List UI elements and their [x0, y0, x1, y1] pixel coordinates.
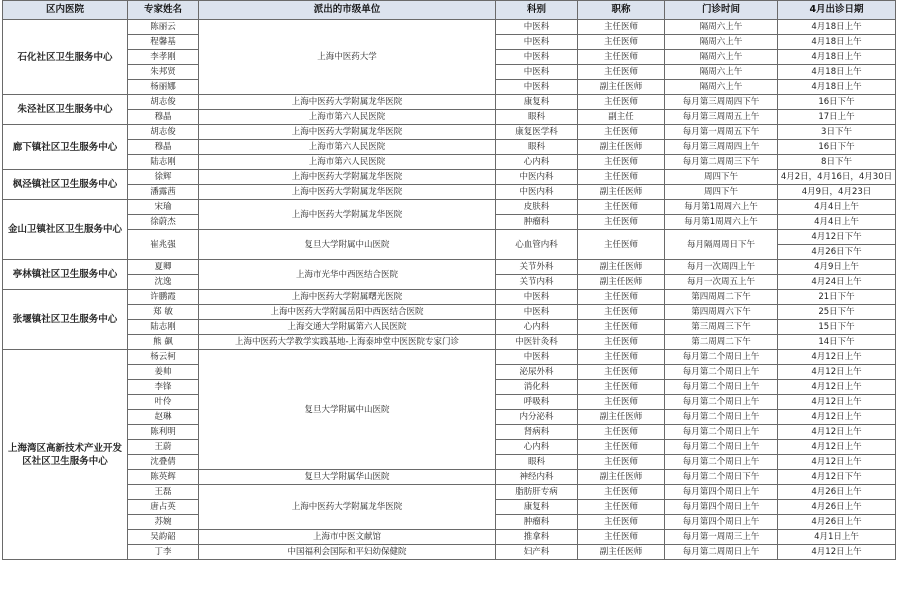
expert-cell: 陆志刚 [128, 320, 199, 335]
expert-cell: 夏卿 [128, 260, 199, 275]
time-cell: 隔周六上午 [665, 50, 778, 65]
date-cell: 17日上午 [778, 110, 896, 125]
department-cell: 中医针灸科 [496, 335, 578, 350]
time-cell: 每月第二个周日上午 [665, 425, 778, 440]
department-cell: 泌尿外科 [496, 365, 578, 380]
department-cell: 神经内科 [496, 470, 578, 485]
date-cell: 15日下午 [778, 320, 896, 335]
title-cell: 主任医师 [578, 65, 665, 80]
title-cell: 主任医师 [578, 485, 665, 500]
header-title: 职称 [578, 1, 665, 20]
department-cell: 中医科 [496, 65, 578, 80]
header-expert-name: 专家姓名 [128, 1, 199, 20]
date-cell: 16日下午 [778, 140, 896, 155]
department-cell: 中医科 [496, 290, 578, 305]
department-cell: 推拿科 [496, 530, 578, 545]
department-cell: 康复科 [496, 500, 578, 515]
expert-cell: 吴韵韶 [128, 530, 199, 545]
date-cell: 4月12日上午 [778, 350, 896, 365]
expert-cell: 陈利明 [128, 425, 199, 440]
expert-cell: 胡志俊 [128, 95, 199, 110]
expert-cell: 徐蔚杰 [128, 215, 199, 230]
hospital-cell: 廊下镇社区卫生服务中心 [3, 125, 128, 170]
title-cell: 主任医师 [578, 155, 665, 170]
date-cell: 4月18日上午 [778, 35, 896, 50]
department-cell: 中医科 [496, 80, 578, 95]
expert-cell: 胡志俊 [128, 125, 199, 140]
unit-cell: 上海中医药大学附属龙华医院 [199, 95, 496, 110]
department-cell: 中医科 [496, 35, 578, 50]
unit-cell: 上海中医药大学附属龙华医院 [199, 170, 496, 185]
title-cell: 主任医师 [578, 335, 665, 350]
expert-cell: 郑 敏 [128, 305, 199, 320]
header-april-date: 4月出诊日期 [778, 1, 896, 20]
date-cell: 4月9日，4月23日 [778, 185, 896, 200]
hospital-cell: 张堰镇社区卫生服务中心 [3, 290, 128, 350]
table-row [3, 170, 896, 185]
date-cell: 4月12日下午 [778, 230, 896, 245]
department-cell: 心内科 [496, 320, 578, 335]
department-cell: 妇产科 [496, 545, 578, 560]
title-cell: 副主任医师 [578, 185, 665, 200]
department-cell: 眼科 [496, 455, 578, 470]
department-cell: 康复科 [496, 95, 578, 110]
title-cell: 主任医师 [578, 380, 665, 395]
title-cell: 主任医师 [578, 215, 665, 230]
department-cell: 中医科 [496, 50, 578, 65]
time-cell: 每月第二周周日上午 [665, 545, 778, 560]
hospital-cell: 亭林镇社区卫生服务中心 [3, 260, 128, 290]
department-cell: 脂肪肝专病 [496, 485, 578, 500]
time-cell: 每月一次周五上午 [665, 275, 778, 290]
expert-cell: 陈丽云 [128, 20, 199, 35]
date-cell: 4月12日上午 [778, 545, 896, 560]
department-cell: 呼吸科 [496, 395, 578, 410]
title-cell: 主任医师 [578, 320, 665, 335]
table-row [3, 110, 896, 125]
department-cell: 肿瘤科 [496, 515, 578, 530]
unit-cell: 上海市中医文献馆 [199, 530, 496, 545]
table-row [3, 125, 896, 140]
time-cell: 每月第二个周日下午 [665, 470, 778, 485]
unit-cell: 复旦大学附属华山医院 [199, 470, 496, 485]
time-cell: 每月第二个周日上午 [665, 350, 778, 365]
table-row [3, 185, 896, 200]
date-cell: 4月26日上午 [778, 485, 896, 500]
time-cell: 第四周周二下午 [665, 290, 778, 305]
title-cell: 主任医师 [578, 290, 665, 305]
time-cell: 每月一次周四上午 [665, 260, 778, 275]
date-cell: 21日下午 [778, 290, 896, 305]
header-department: 科别 [496, 1, 578, 20]
table-row [3, 350, 896, 365]
department-cell: 中医内科 [496, 185, 578, 200]
date-cell: 14日下午 [778, 335, 896, 350]
table-row [3, 305, 896, 320]
expert-cell: 崔兆强 [128, 230, 199, 260]
table-row [3, 545, 896, 560]
time-cell: 每月第二个周日上午 [665, 380, 778, 395]
expert-cell: 陆志刚 [128, 155, 199, 170]
date-cell: 4月4日上午 [778, 200, 896, 215]
expert-cell: 赵琳 [128, 410, 199, 425]
title-cell: 副主任医师 [578, 140, 665, 155]
expert-cell: 穆晶 [128, 110, 199, 125]
time-cell: 每月第三周周四上午 [665, 140, 778, 155]
time-cell: 每月第1周周六上午 [665, 215, 778, 230]
table-row [3, 95, 896, 110]
hospital-cell: 上海湾区高新技术产业开发区社区卫生服务中心 [3, 350, 128, 560]
date-cell: 8日下午 [778, 155, 896, 170]
unit-cell: 上海市第六人民医院 [199, 155, 496, 170]
header-row [3, 1, 896, 20]
time-cell: 第四周周六下午 [665, 305, 778, 320]
date-cell: 4月12日上午 [778, 425, 896, 440]
table-row [3, 470, 896, 485]
time-cell: 每月第四个周日上午 [665, 515, 778, 530]
time-cell: 每月第二周周三下午 [665, 155, 778, 170]
time-cell: 每月第二个周日上午 [665, 440, 778, 455]
time-cell: 每月隔周周日下午 [665, 230, 778, 260]
title-cell: 主任医师 [578, 170, 665, 185]
date-cell: 4月18日上午 [778, 65, 896, 80]
title-cell: 主任医师 [578, 50, 665, 65]
unit-cell: 上海中医药大学附属龙华医院 [199, 485, 496, 530]
time-cell: 每月第二个周日上午 [665, 410, 778, 425]
department-cell: 中医科 [496, 20, 578, 35]
hospital-cell: 朱泾社区卫生服务中心 [3, 95, 128, 125]
department-cell: 中医内科 [496, 170, 578, 185]
expert-cell: 杨丽娜 [128, 80, 199, 95]
date-cell: 4月12日下午 [778, 470, 896, 485]
time-cell: 每月第三周周四下午 [665, 95, 778, 110]
title-cell: 主任医师 [578, 200, 665, 215]
schedule-table [2, 0, 896, 560]
table-row [3, 320, 896, 335]
expert-cell: 徐辉 [128, 170, 199, 185]
hospital-cell: 金山卫镇社区卫生服务中心 [3, 200, 128, 260]
title-cell: 主任医师 [578, 125, 665, 140]
table-row [3, 200, 896, 215]
unit-cell: 复旦大学附属中山医院 [199, 230, 496, 260]
department-cell: 消化科 [496, 380, 578, 395]
expert-cell: 王蔚 [128, 440, 199, 455]
header-clinic-time: 门诊时间 [665, 1, 778, 20]
expert-cell: 朱邦贤 [128, 65, 199, 80]
expert-cell: 许鹏霞 [128, 290, 199, 305]
title-cell: 副主任 [578, 110, 665, 125]
expert-cell: 王磊 [128, 485, 199, 500]
time-cell: 隔周六上午 [665, 65, 778, 80]
date-cell: 4月9日上午 [778, 260, 896, 275]
title-cell: 主任医师 [578, 530, 665, 545]
date-cell: 4月4日上午 [778, 215, 896, 230]
time-cell: 周四下午 [665, 170, 778, 185]
title-cell: 主任医师 [578, 35, 665, 50]
unit-cell: 上海中医药大学教学实践基地-上海泰坤堂中医医院专家门诊 [199, 335, 496, 350]
title-cell: 主任医师 [578, 515, 665, 530]
table-row [3, 335, 896, 350]
header-hospital: 区内医院 [3, 1, 128, 20]
time-cell: 第二周周二下午 [665, 335, 778, 350]
department-cell: 眼科 [496, 140, 578, 155]
department-cell: 关节内科 [496, 275, 578, 290]
expert-cell: 杨云柯 [128, 350, 199, 365]
expert-cell: 姜帅 [128, 365, 199, 380]
header-unit: 派出的市级单位 [199, 1, 496, 20]
date-cell: 4月18日上午 [778, 80, 896, 95]
department-cell: 心内科 [496, 440, 578, 455]
title-cell: 主任医师 [578, 305, 665, 320]
title-cell: 副主任医师 [578, 545, 665, 560]
time-cell: 每月第二个周日上午 [665, 395, 778, 410]
expert-cell: 熊 飙 [128, 335, 199, 350]
department-cell: 皮肤科 [496, 200, 578, 215]
date-cell: 4月26日下午 [778, 245, 896, 260]
unit-cell: 中国福利会国际和平妇幼保健院 [199, 545, 496, 560]
time-cell: 每月第1周周六上午 [665, 200, 778, 215]
date-cell: 4月12日上午 [778, 455, 896, 470]
expert-cell: 沈叠倩 [128, 455, 199, 470]
title-cell: 主任医师 [578, 500, 665, 515]
title-cell: 副主任医师 [578, 470, 665, 485]
date-cell: 4月18日上午 [778, 50, 896, 65]
expert-cell: 陈英辉 [128, 470, 199, 485]
time-cell: 隔周六上午 [665, 80, 778, 95]
title-cell: 主任医师 [578, 365, 665, 380]
expert-cell: 程馨基 [128, 35, 199, 50]
time-cell: 每月第四个周日上午 [665, 485, 778, 500]
date-cell: 4月18日上午 [778, 20, 896, 35]
unit-cell: 上海中医药大学附属龙华医院 [199, 125, 496, 140]
title-cell: 副主任医师 [578, 260, 665, 275]
department-cell: 康复医学科 [496, 125, 578, 140]
expert-cell: 沈逸 [128, 275, 199, 290]
title-cell: 主任医师 [578, 440, 665, 455]
unit-cell: 复旦大学附属中山医院 [199, 350, 496, 470]
time-cell: 隔周六上午 [665, 20, 778, 35]
expert-cell: 丁李 [128, 545, 199, 560]
time-cell: 每月第四个周日上午 [665, 500, 778, 515]
time-cell: 每月第一周周五下午 [665, 125, 778, 140]
department-cell: 关节外科 [496, 260, 578, 275]
table-row [3, 485, 896, 500]
unit-cell: 上海市第六人民医院 [199, 140, 496, 155]
department-cell: 中医科 [496, 305, 578, 320]
date-cell: 4月12日上午 [778, 440, 896, 455]
title-cell: 副主任医师 [578, 80, 665, 95]
table-row [3, 290, 896, 305]
title-cell: 主任医师 [578, 395, 665, 410]
expert-cell: 宋瑜 [128, 200, 199, 215]
title-cell: 主任医师 [578, 95, 665, 110]
unit-cell: 上海中医药大学 [199, 20, 496, 95]
expert-cell: 潘露茜 [128, 185, 199, 200]
title-cell: 主任医师 [578, 350, 665, 365]
time-cell: 每月第二个周日上午 [665, 455, 778, 470]
title-cell: 副主任医师 [578, 275, 665, 290]
date-cell: 4月12日上午 [778, 365, 896, 380]
department-cell: 心内科 [496, 155, 578, 170]
title-cell: 副主任医师 [578, 410, 665, 425]
hospital-cell: 枫泾镇社区卫生服务中心 [3, 170, 128, 200]
date-cell: 16日下午 [778, 95, 896, 110]
table-row [3, 155, 896, 170]
department-cell: 肿瘤科 [496, 215, 578, 230]
expert-cell: 李锋 [128, 380, 199, 395]
expert-cell: 穆晶 [128, 140, 199, 155]
date-cell: 4月26日上午 [778, 515, 896, 530]
date-cell: 4月12日上午 [778, 410, 896, 425]
unit-cell: 上海中医药大学附属龙华医院 [199, 185, 496, 200]
schedule-body [3, 20, 896, 560]
unit-cell: 上海市第六人民医院 [199, 110, 496, 125]
time-cell: 隔周六上午 [665, 35, 778, 50]
unit-cell: 上海中医药大学附属龙华医院 [199, 200, 496, 230]
unit-cell: 上海中医药大学附属岳阳中西医结合医院 [199, 305, 496, 320]
hospital-cell: 石化社区卫生服务中心 [3, 20, 128, 95]
title-cell: 主任医师 [578, 425, 665, 440]
date-cell: 4月12日上午 [778, 395, 896, 410]
table-row [3, 230, 896, 245]
expert-cell: 苏婉 [128, 515, 199, 530]
title-cell: 主任医师 [578, 230, 665, 260]
department-cell: 内分泌科 [496, 410, 578, 425]
title-cell: 主任医师 [578, 20, 665, 35]
date-cell: 4月1日上午 [778, 530, 896, 545]
expert-cell: 李孝刚 [128, 50, 199, 65]
table-row [3, 140, 896, 155]
time-cell: 每月第三周周五上午 [665, 110, 778, 125]
department-cell: 心血管内科 [496, 230, 578, 260]
expert-cell: 叶伶 [128, 395, 199, 410]
unit-cell: 上海中医药大学附属曙光医院 [199, 290, 496, 305]
department-cell: 肾病科 [496, 425, 578, 440]
table-row [3, 260, 896, 275]
time-cell: 每月第一周周三上午 [665, 530, 778, 545]
table-row [3, 530, 896, 545]
expert-cell: 唐占英 [128, 500, 199, 515]
time-cell: 第三周周三下午 [665, 320, 778, 335]
table-row [3, 20, 896, 35]
date-cell: 4月26日上午 [778, 500, 896, 515]
unit-cell: 上海市光华中西医结合医院 [199, 260, 496, 290]
unit-cell: 上海交通大学附属第六人民医院 [199, 320, 496, 335]
date-cell: 4月2日，4月16日，4月30日 [778, 170, 896, 185]
time-cell: 周四下午 [665, 185, 778, 200]
date-cell: 25日下午 [778, 305, 896, 320]
date-cell: 3日下午 [778, 125, 896, 140]
date-cell: 4月24日上午 [778, 275, 896, 290]
date-cell: 4月12日上午 [778, 380, 896, 395]
department-cell: 中医科 [496, 350, 578, 365]
title-cell: 主任医师 [578, 455, 665, 470]
time-cell: 每月第二个周日上午 [665, 365, 778, 380]
department-cell: 眼科 [496, 110, 578, 125]
